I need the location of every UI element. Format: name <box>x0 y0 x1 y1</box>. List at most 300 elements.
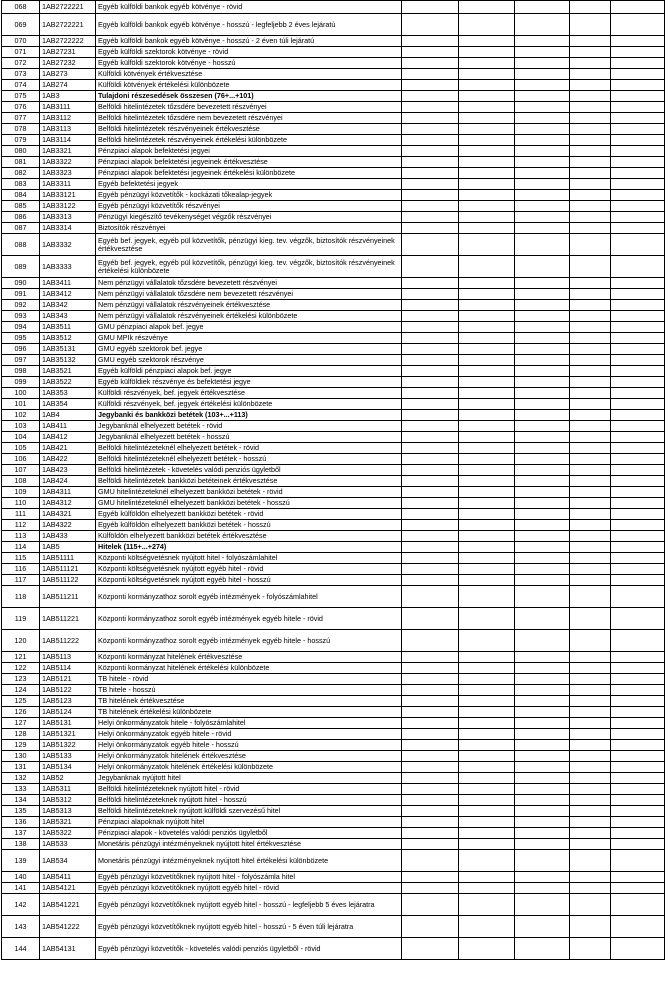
value-cell <box>570 311 611 322</box>
row-number: 115 <box>2 553 40 564</box>
value-cell <box>402 432 459 443</box>
row-description: Belföldi hitelintézetek tőzsdére nem bevezetett részvényei <box>96 113 402 124</box>
table-row <box>2 256 665 278</box>
row-code: 1AB3114 <box>40 135 96 146</box>
value-cell <box>402 69 459 80</box>
value-cell <box>515 883 570 894</box>
value-cell <box>402 410 459 421</box>
value-cell <box>459 509 515 520</box>
value-cell <box>570 784 611 795</box>
row-number: 139 <box>2 850 40 872</box>
value-cell <box>570 69 611 80</box>
row-description: Pénzpiaci alapok - követelés valódi penziós ügyletből <box>96 828 402 839</box>
value-cell <box>515 839 570 850</box>
value-cell <box>402 179 459 190</box>
value-cell <box>515 69 570 80</box>
value-cell <box>611 135 665 146</box>
row-number: 072 <box>2 58 40 69</box>
row-description: Belföldi hitelintézetek tőzsdére bevezetett részvényei <box>96 102 402 113</box>
row-code: 1AB3521 <box>40 366 96 377</box>
value-cell <box>515 36 570 47</box>
value-cell <box>515 718 570 729</box>
row-number: 107 <box>2 465 40 476</box>
row-description: Egyéb külföldi bankok egyéb kötvénye - hosszú - legfeljebb 2 éves lejáratú <box>96 14 402 36</box>
row-code: 1AB533 <box>40 839 96 850</box>
row-number: 086 <box>2 212 40 223</box>
value-cell <box>515 564 570 575</box>
value-cell <box>570 256 611 278</box>
table-row <box>2 69 665 80</box>
value-cell <box>459 58 515 69</box>
value-cell <box>459 883 515 894</box>
table-row <box>2 124 665 135</box>
value-cell <box>459 817 515 828</box>
row-description: Belföldi hitelintézetek - követelés valódi penziós ügyletből <box>96 465 402 476</box>
row-number: 142 <box>2 894 40 916</box>
row-number: 103 <box>2 421 40 432</box>
value-cell <box>402 1 459 14</box>
row-description: GMU hitelintézeteknél elhelyezett bankközi betétek - hosszú <box>96 498 402 509</box>
table-row <box>2 740 665 751</box>
table-row <box>2 322 665 333</box>
value-cell <box>570 124 611 135</box>
value-cell <box>459 652 515 663</box>
value-cell <box>570 146 611 157</box>
value-cell <box>611 542 665 553</box>
value-cell <box>611 520 665 531</box>
value-cell <box>402 146 459 157</box>
value-cell <box>459 762 515 773</box>
row-number: 143 <box>2 916 40 938</box>
row-number: 125 <box>2 696 40 707</box>
value-cell <box>570 487 611 498</box>
value-cell <box>402 872 459 883</box>
value-cell <box>515 146 570 157</box>
value-cell <box>459 289 515 300</box>
row-code: 1AB353 <box>40 388 96 399</box>
value-cell <box>611 1 665 14</box>
value-cell <box>459 916 515 938</box>
value-cell <box>402 487 459 498</box>
row-number: 123 <box>2 674 40 685</box>
value-cell <box>611 47 665 58</box>
value-cell <box>570 322 611 333</box>
row-description: TB hitelének értékelési különbözete <box>96 707 402 718</box>
row-number: 130 <box>2 751 40 762</box>
value-cell <box>515 817 570 828</box>
value-cell <box>515 212 570 223</box>
row-number: 140 <box>2 872 40 883</box>
value-cell <box>570 531 611 542</box>
row-number: 099 <box>2 377 40 388</box>
table-row <box>2 586 665 608</box>
value-cell <box>459 685 515 696</box>
value-cell <box>515 509 570 520</box>
value-cell <box>570 443 611 454</box>
row-number: 089 <box>2 256 40 278</box>
value-cell <box>611 916 665 938</box>
value-cell <box>570 795 611 806</box>
value-cell <box>459 212 515 223</box>
row-code: 1AB54131 <box>40 938 96 960</box>
table-row <box>2 487 665 498</box>
value-cell <box>611 487 665 498</box>
value-cell <box>459 333 515 344</box>
value-cell <box>459 311 515 322</box>
table-row <box>2 564 665 575</box>
row-number: 133 <box>2 784 40 795</box>
value-cell <box>402 839 459 850</box>
value-cell <box>402 531 459 542</box>
value-cell <box>459 69 515 80</box>
table-row <box>2 773 665 784</box>
value-cell <box>515 421 570 432</box>
table-row <box>2 806 665 817</box>
value-cell <box>459 806 515 817</box>
value-cell <box>570 509 611 520</box>
row-description: Egyéb külföldön elhelyezett bankközi betétek - hosszú <box>96 520 402 531</box>
value-cell <box>515 850 570 872</box>
row-code: 1AB3323 <box>40 168 96 179</box>
value-cell <box>570 113 611 124</box>
value-cell <box>570 542 611 553</box>
value-cell <box>611 718 665 729</box>
row-number: 126 <box>2 707 40 718</box>
row-code: 1AB511222 <box>40 630 96 652</box>
table-row <box>2 465 665 476</box>
value-cell <box>459 102 515 113</box>
value-cell <box>459 36 515 47</box>
table-row <box>2 828 665 839</box>
value-cell <box>402 696 459 707</box>
value-cell <box>611 850 665 872</box>
value-cell <box>570 1 611 14</box>
value-cell <box>570 102 611 113</box>
row-description: GMU egyéb szektorok részvénye <box>96 355 402 366</box>
row-number: 095 <box>2 333 40 344</box>
value-cell <box>459 322 515 333</box>
value-cell <box>402 168 459 179</box>
row-code: 1AB5133 <box>40 751 96 762</box>
value-cell <box>570 938 611 960</box>
value-cell <box>515 234 570 256</box>
value-cell <box>515 58 570 69</box>
value-cell <box>402 47 459 58</box>
row-code: 1AB5123 <box>40 696 96 707</box>
value-cell <box>515 443 570 454</box>
row-number: 070 <box>2 36 40 47</box>
row-description: Helyi önkormányzatok hitele - folyószámlahitel <box>96 718 402 729</box>
row-code: 1AB27232 <box>40 58 96 69</box>
row-code: 1AB3522 <box>40 377 96 388</box>
row-number: 101 <box>2 399 40 410</box>
row-description: Központi költségvetésnek nyújtott egyéb hitel - hosszú <box>96 575 402 586</box>
row-number: 090 <box>2 278 40 289</box>
row-description: Egyéb pénzügyi közvetítőknek nyújtott egyéb hitel - hosszú - 5 éven túli lejáratra <box>96 916 402 938</box>
row-description: Jegybanknál elhelyezett betétek - hosszú <box>96 432 402 443</box>
row-number: 100 <box>2 388 40 399</box>
value-cell <box>402 575 459 586</box>
value-cell <box>402 718 459 729</box>
value-cell <box>459 344 515 355</box>
value-cell <box>570 707 611 718</box>
value-cell <box>402 333 459 344</box>
value-cell <box>570 355 611 366</box>
row-description: Nem pénzügyi vállalatok részvényeinek értékvesztése <box>96 300 402 311</box>
value-cell <box>459 531 515 542</box>
row-number: 111 <box>2 509 40 520</box>
row-description: TB hitele - rövid <box>96 674 402 685</box>
row-description: Egyéb külföldi szektorok kötvénye - hosszú <box>96 58 402 69</box>
row-description: GMU pénzpiaci alapok bef. jegye <box>96 322 402 333</box>
value-cell <box>515 707 570 718</box>
row-number: 105 <box>2 443 40 454</box>
row-number: 109 <box>2 487 40 498</box>
row-code: 1AB5113 <box>40 652 96 663</box>
value-cell <box>402 542 459 553</box>
value-cell <box>515 795 570 806</box>
value-cell <box>570 608 611 630</box>
row-number: 135 <box>2 806 40 817</box>
row-number: 113 <box>2 531 40 542</box>
value-cell <box>611 751 665 762</box>
table-row <box>2 355 665 366</box>
value-cell <box>611 146 665 157</box>
value-cell <box>611 102 665 113</box>
value-cell <box>570 553 611 564</box>
row-code: 1AB5411 <box>40 872 96 883</box>
value-cell <box>570 80 611 91</box>
table-row <box>2 751 665 762</box>
table-row <box>2 663 665 674</box>
value-cell <box>611 652 665 663</box>
value-cell <box>570 234 611 256</box>
row-number: 068 <box>2 1 40 14</box>
value-cell <box>611 388 665 399</box>
value-cell <box>611 333 665 344</box>
row-code: 1AB541222 <box>40 916 96 938</box>
row-description: GMU egyéb szektorok bef. jegye <box>96 344 402 355</box>
value-cell <box>570 157 611 168</box>
value-cell <box>459 454 515 465</box>
table-row <box>2 916 665 938</box>
row-code: 1AB5311 <box>40 784 96 795</box>
row-code: 1AB354 <box>40 399 96 410</box>
value-cell <box>515 388 570 399</box>
table-row <box>2 630 665 652</box>
value-cell <box>459 751 515 762</box>
row-code: 1AB27231 <box>40 47 96 58</box>
row-code: 1AB511221 <box>40 608 96 630</box>
row-code: 1AB3313 <box>40 212 96 223</box>
value-cell <box>611 696 665 707</box>
value-cell <box>515 553 570 564</box>
row-code: 1AB421 <box>40 443 96 454</box>
value-cell <box>570 916 611 938</box>
value-cell <box>402 564 459 575</box>
table-row <box>2 190 665 201</box>
value-cell <box>459 201 515 212</box>
row-description: Központi költségvetésnek nyújtott egyéb hitel - rövid <box>96 564 402 575</box>
value-cell <box>570 729 611 740</box>
value-cell <box>402 113 459 124</box>
table-row <box>2 652 665 663</box>
value-cell <box>611 762 665 773</box>
value-cell <box>570 190 611 201</box>
table-row <box>2 58 665 69</box>
value-cell <box>515 256 570 278</box>
value-cell <box>402 751 459 762</box>
value-cell <box>611 278 665 289</box>
table-row <box>2 135 665 146</box>
value-cell <box>570 685 611 696</box>
value-cell <box>459 377 515 388</box>
row-description: Központi kormányzat hitelének értékvesztése <box>96 652 402 663</box>
row-description: Belföldi hitelintézeteknél elhelyezett betétek - rövid <box>96 443 402 454</box>
value-cell <box>515 872 570 883</box>
value-cell <box>402 685 459 696</box>
table-row <box>2 553 665 564</box>
row-description: Nem pénzügyi vállalatok tőzsdére bevezetett részvényei <box>96 278 402 289</box>
value-cell <box>515 366 570 377</box>
value-cell <box>515 47 570 58</box>
value-cell <box>611 322 665 333</box>
row-code: 1AB5131 <box>40 718 96 729</box>
row-code: 1AB3311 <box>40 179 96 190</box>
value-cell <box>459 1 515 14</box>
value-cell <box>515 410 570 421</box>
value-cell <box>611 113 665 124</box>
value-cell <box>402 553 459 564</box>
value-cell <box>459 135 515 146</box>
row-description: Központi költségvetésnek nyújtott hitel - folyószámlahitel <box>96 553 402 564</box>
table-row <box>2 784 665 795</box>
row-description: Egyéb pénzügyi közvetítőknek nyújtott hitel - folyószámla hitel <box>96 872 402 883</box>
row-description: Jegybanknál elhelyezett betétek - rövid <box>96 421 402 432</box>
value-cell <box>570 839 611 850</box>
table-row <box>2 729 665 740</box>
row-number: 078 <box>2 124 40 135</box>
value-cell <box>515 322 570 333</box>
row-code: 1AB4311 <box>40 487 96 498</box>
row-number: 110 <box>2 498 40 509</box>
value-cell <box>611 630 665 652</box>
value-cell <box>459 839 515 850</box>
row-number: 097 <box>2 355 40 366</box>
row-code: 1AB3111 <box>40 102 96 113</box>
value-cell <box>611 817 665 828</box>
value-cell <box>611 784 665 795</box>
row-number: 137 <box>2 828 40 839</box>
value-cell <box>515 135 570 146</box>
value-cell <box>402 102 459 113</box>
value-cell <box>402 729 459 740</box>
row-number: 134 <box>2 795 40 806</box>
value-cell <box>570 663 611 674</box>
value-cell <box>515 355 570 366</box>
value-cell <box>402 663 459 674</box>
value-cell <box>402 58 459 69</box>
value-cell <box>459 278 515 289</box>
table-row <box>2 14 665 36</box>
value-cell <box>570 751 611 762</box>
value-cell <box>611 432 665 443</box>
value-cell <box>402 212 459 223</box>
value-cell <box>515 696 570 707</box>
row-description: Egyéb bef. jegyek, egyéb pül közvetítők, pénzügyi kieg. tev. végzők, biztosítók részvényeinek értékelési különbözete <box>96 256 402 278</box>
row-number: 096 <box>2 344 40 355</box>
value-cell <box>459 674 515 685</box>
table-row <box>2 520 665 531</box>
value-cell <box>459 168 515 179</box>
table-row <box>2 454 665 465</box>
row-description: Belföldi hitelintézetek részvényeinek értékelési különbözete <box>96 135 402 146</box>
value-cell <box>515 179 570 190</box>
value-cell <box>611 564 665 575</box>
row-description: Központi kormányzat hitelének értékelési különbözete <box>96 663 402 674</box>
value-cell <box>402 608 459 630</box>
value-cell <box>459 707 515 718</box>
value-cell <box>402 652 459 663</box>
table-row <box>2 1 665 14</box>
row-number: 108 <box>2 476 40 487</box>
row-number: 077 <box>2 113 40 124</box>
value-cell <box>611 410 665 421</box>
value-cell <box>611 80 665 91</box>
value-cell <box>570 465 611 476</box>
table-row <box>2 223 665 234</box>
value-cell <box>611 531 665 542</box>
table-row <box>2 36 665 47</box>
value-cell <box>459 608 515 630</box>
value-cell <box>515 333 570 344</box>
value-cell <box>515 223 570 234</box>
row-code: 1AB3512 <box>40 333 96 344</box>
row-description: Egyéb pénzügyi közvetítőknek nyújtott egyéb hitel - hosszú - legfeljebb 5 éves lejáratra <box>96 894 402 916</box>
value-cell <box>459 465 515 476</box>
row-description: Monetáris pénzügyi intézményeknek nyújtott hitel értékelési különbözete <box>96 850 402 872</box>
table-row <box>2 839 665 850</box>
value-cell <box>459 388 515 399</box>
value-cell <box>570 696 611 707</box>
value-cell <box>459 47 515 58</box>
value-cell <box>515 432 570 443</box>
value-cell <box>459 113 515 124</box>
row-number: 085 <box>2 201 40 212</box>
value-cell <box>515 751 570 762</box>
value-cell <box>611 190 665 201</box>
value-cell <box>459 795 515 806</box>
row-number: 082 <box>2 168 40 179</box>
row-description: Külföldi kötvények értékvesztése <box>96 69 402 80</box>
row-code: 1AB4 <box>40 410 96 421</box>
value-cell <box>515 938 570 960</box>
value-cell <box>570 454 611 465</box>
value-cell <box>611 14 665 36</box>
table-row <box>2 883 665 894</box>
row-description: Pénzpiaci alapok befektetési jegyeinek értékelési különbözete <box>96 168 402 179</box>
value-cell <box>402 344 459 355</box>
value-cell <box>402 498 459 509</box>
value-cell <box>402 36 459 47</box>
row-description: Pénzpiaci alapok befektetési jegyeinek értékvesztése <box>96 157 402 168</box>
value-cell <box>570 179 611 190</box>
value-cell <box>515 630 570 652</box>
value-cell <box>515 894 570 916</box>
row-description: Belföldi hitelintézeteknek nyújtott külföldi szervezésű hitel <box>96 806 402 817</box>
row-code: 1AB511211 <box>40 586 96 608</box>
row-description: Belföldi hitelintézetek bankközi betéteinek értékvesztése <box>96 476 402 487</box>
